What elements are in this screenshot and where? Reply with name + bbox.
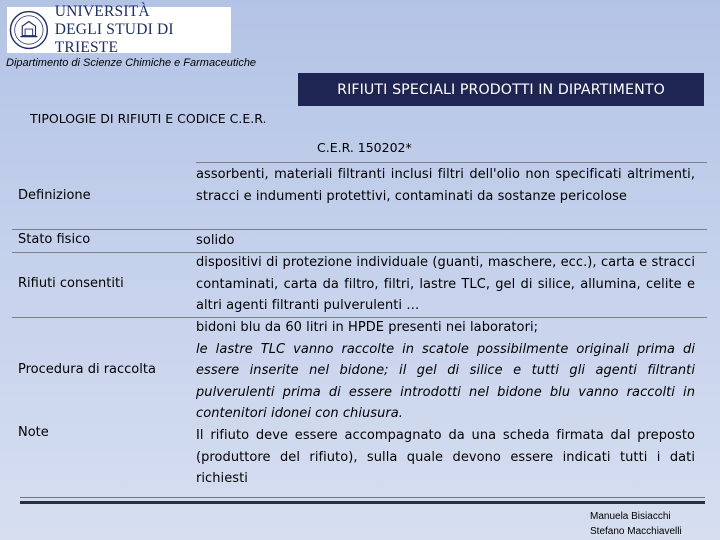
row-label: Definizione <box>18 188 91 203</box>
logo-line-2: DEGLI STUDI DI TRIESTE <box>54 21 174 56</box>
row-label: Stato fisico <box>18 232 91 247</box>
row-label: Procedura di raccolta <box>18 362 156 377</box>
row-value: assorbenti, materiali filtranti inclusi filtri dell'olio non specificati altrimenti, stracci e indumenti protettivi, contaminati da sostanze pericolose <box>196 167 695 204</box>
table-row-notes <box>12 425 707 491</box>
row-value-italic: le lastre TLC vanno raccolte in scatole possibilmente originali prima di essere inserite nel bidone; il gel di silice e tutti gli agenti filtranti pulverulenti prima di essere introdotti nel bidone blu vanno raccolti in contenitori idonei con chiusura. <box>196 341 695 422</box>
footer-divider-thin <box>20 497 705 498</box>
table-divider <box>196 162 707 163</box>
university-name <box>55 3 231 57</box>
table-row-allowed-waste <box>12 252 707 317</box>
row-label: Rifiuti consentiti <box>18 276 124 291</box>
row-value: solido <box>196 233 235 248</box>
title-banner: RIFIUTI SPECIALI PRODOTTI IN DIPARTIMENTO <box>298 73 704 106</box>
table-row-definition <box>12 164 707 230</box>
department-name: Dipartimento di Scienze Chimiche e Farmaceutiche <box>6 57 257 69</box>
university-seal-icon <box>9 9 49 51</box>
university-logo <box>7 3 231 56</box>
table-row-physical-state <box>12 230 707 252</box>
section-title: TIPOLOGIE DI RIFIUTI E CODICE C.E.R. <box>30 111 267 126</box>
row-value: Il rifiuto deve essere accompagnato da una scheda firmata dal preposto (produttore del rifiuto), sulla quale devono essere indicati tutti i dati richiesti <box>196 428 695 487</box>
footer-divider <box>20 501 705 504</box>
logo-line-1: UNIVERSITÀ <box>54 3 150 20</box>
table-row-collection-procedure <box>12 317 707 425</box>
row-value: dispositivi di protezione individuale (guanti, maschere, ecc.), carta e stracci contaminati, carta da filtro, filtri, lastre TLC, gel di silice, allumina, celite e altri agenti filtranti pulverulenti … <box>196 255 695 314</box>
cer-code: C.E.R. 150202* <box>317 140 412 155</box>
author-name: Manuela Bisiacchi <box>590 511 671 522</box>
row-value-plain: bidoni blu da 60 litri in HPDE presenti nei laboratori; <box>196 320 539 335</box>
author-name: Stefano Macchiavelli <box>590 526 682 537</box>
row-label: Note <box>18 425 49 440</box>
row-value <box>196 317 695 425</box>
authors <box>590 509 682 539</box>
waste-info-table <box>12 160 707 491</box>
